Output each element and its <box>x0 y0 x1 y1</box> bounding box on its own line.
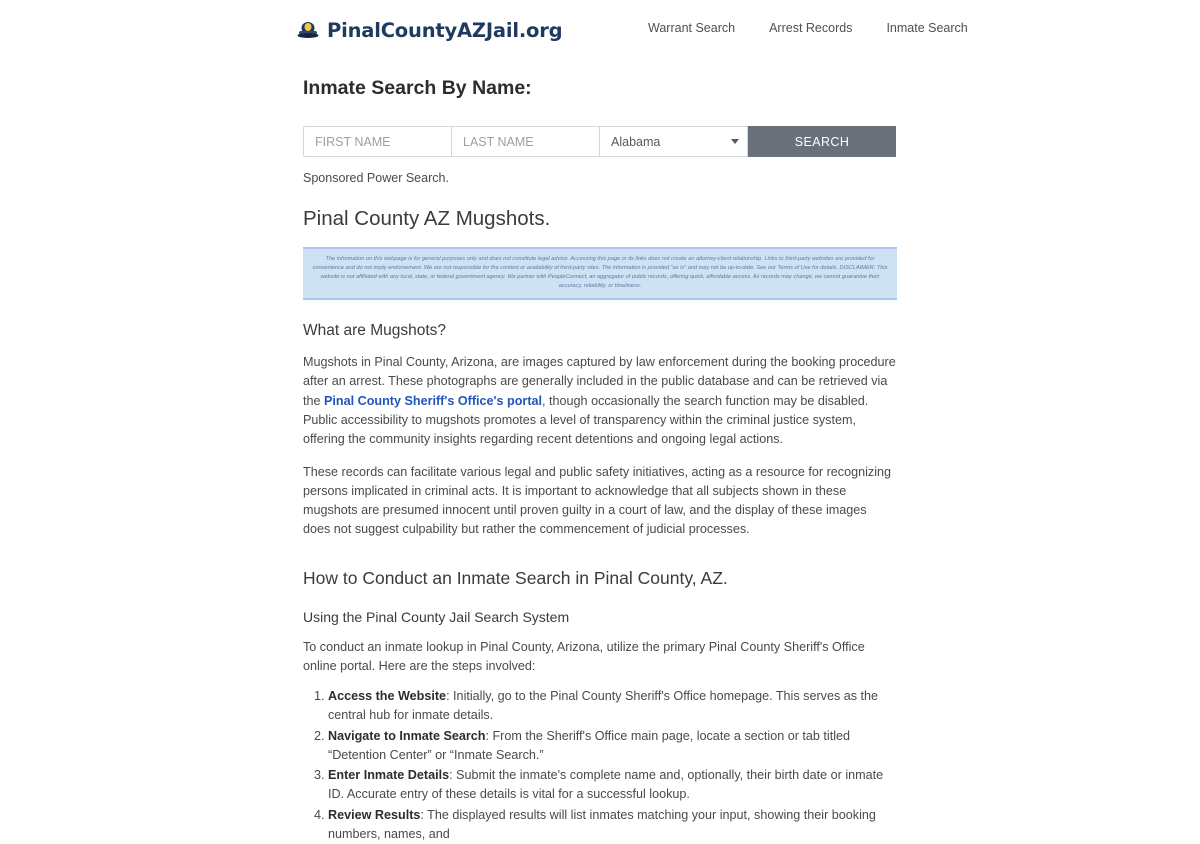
paragraph-text-before-link: Mugshots in Pinal County, Arizona, are images captured by law enforcement during the booking procedure after an arrest. These photographs are generally included in the public database and can be retrieved via the <box>303 355 896 408</box>
search-steps-list <box>303 687 897 844</box>
paragraph-mugshots-records: These records can facilitate various legal and public safety initiatives, acting as a resource for recognizing persons implicated in criminal acts. It is important to acknowledge that all subjects shown in these mugshots are presumed innocent until proven guilty in a court of law, and the display of these images does not suggest culpability but rather the commencement of judicial processes. <box>303 464 892 537</box>
step-term: Navigate to Inmate Search <box>328 728 486 743</box>
inmate-search-heading: Inmate Search By Name: <box>303 77 532 99</box>
sheriff-office-portal-link[interactable]: Pinal County Sheriff's Office's portal <box>324 393 543 408</box>
nav-link-inmate-search[interactable]: Inmate Search <box>886 21 968 35</box>
step-term: Access the Website <box>328 689 447 704</box>
list-item <box>328 727 897 766</box>
state-select-wrapper <box>599 126 748 157</box>
step-text: : Initially, go to the Pinal County Sheriff's Office homepage. This serves as the central hub for inmate details. <box>328 689 879 723</box>
step-text: : The displayed results will list inmates matching your input, showing their booking numbers, names, and <box>328 807 876 841</box>
main-content <box>0 77 1200 844</box>
main-navigation <box>648 21 968 35</box>
legal-disclaimer: The information on this webpage is for general purposes only and does not constitute legal advice. Accessing this page or its links does not create an attorney-client relationship. Links to third-party websites are provided for convenience and do not imply endorsement. We are not responsible for the content or availability of third-party sites. The information is provided "as is" and may not be up-to-date. See our Terms of Use for details. DISCLAIMER: This website is not affiliated with any local, state, or federal government agency. We partner with PeopleConnect, an aggregator of public records, offering quick, affordable access. As records may change, we cannot guarantee their accuracy, reliability, or timeliness. <box>303 247 897 300</box>
step-term: Enter Inmate Details <box>328 768 450 783</box>
section-heading-how-to-conduct-search: How to Conduct an Inmate Search in Pinal County, AZ. <box>303 567 728 588</box>
sponsored-note: Sponsored Power Search. <box>303 171 449 185</box>
list-item <box>328 766 897 805</box>
list-item <box>328 687 897 726</box>
step-text: : From the Sheriff's Office main page, locate a section or tab titled “Detention Center” or “Inmate Search.” <box>328 728 851 762</box>
nav-link-warrant-search[interactable]: Warrant Search <box>648 21 736 35</box>
step-term: Review Results <box>328 807 421 822</box>
site-brand-name: PinalCountyAZJail.org <box>327 18 563 42</box>
last-name-input[interactable] <box>451 126 600 157</box>
first-name-input[interactable] <box>303 126 452 157</box>
paragraph-text-after-link: , though occasionally the search function may be disabled. Public accessibility to mugshots promotes a level of transparency within the criminal justice system, offering the community insights regarding recent detentions and ongoing legal actions. <box>303 393 869 447</box>
list-item <box>328 806 897 844</box>
police-cap-icon <box>296 18 320 42</box>
search-button[interactable]: SEARCH <box>748 126 896 157</box>
page-title: Pinal County AZ Mugshots. <box>303 207 551 230</box>
site-logo-link[interactable] <box>296 18 562 42</box>
step-text: : Submit the inmate's complete name and, optionally, their birth date or inmate ID. Accurate entry of these details is vital for a successful lookup. <box>328 768 884 802</box>
inmate-search-form <box>303 126 897 157</box>
nav-link-arrest-records[interactable]: Arrest Records <box>769 21 853 35</box>
subsection-heading-jail-search-system: Using the Pinal County Jail Search System <box>303 608 570 625</box>
paragraph-mugshots-intro <box>303 353 897 449</box>
state-select[interactable] <box>599 126 748 157</box>
site-header <box>0 0 1200 60</box>
section-heading-what-are-mugshots: What are Mugshots? <box>303 322 447 340</box>
paragraph-howto-intro: To conduct an inmate lookup in Pinal County, Arizona, utilize the primary Pinal County Sheriff's Office online portal. Here are the steps involved: <box>303 639 865 673</box>
